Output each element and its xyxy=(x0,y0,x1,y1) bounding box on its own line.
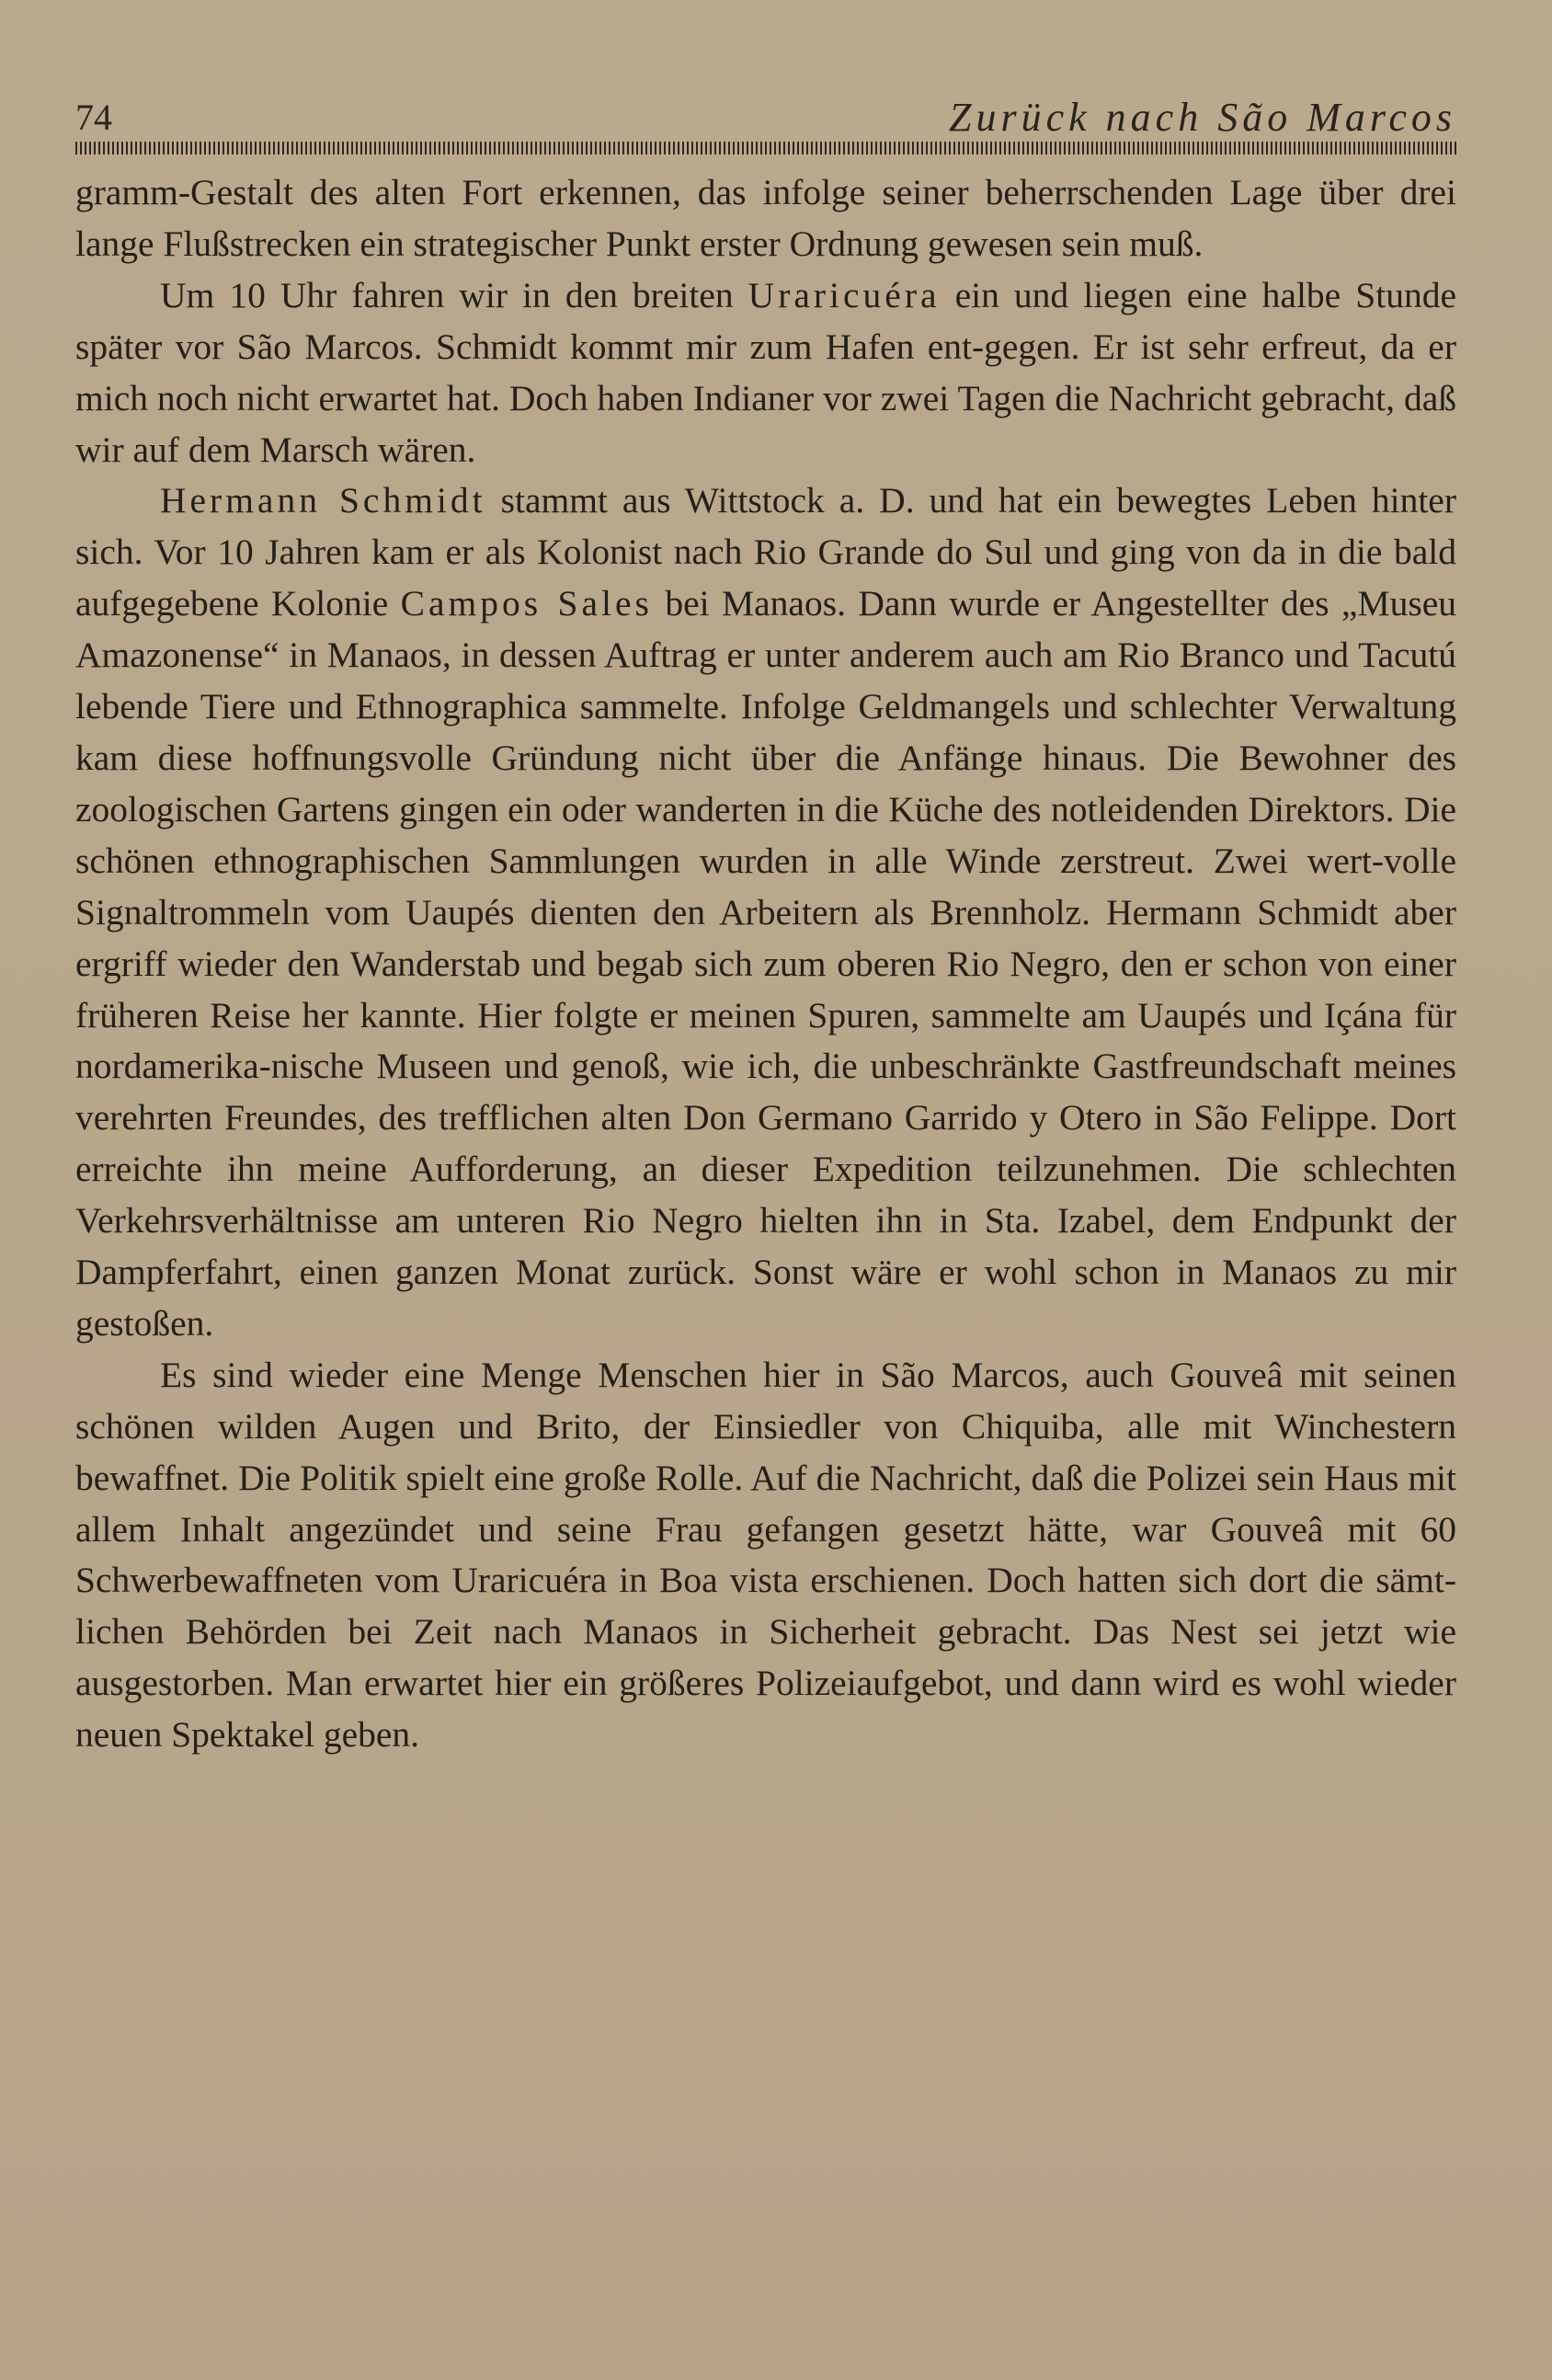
text-run: Es sind wieder eine Menge Menschen hier in São Marcos, auch Gouveâ mit seinen schönen wilden Augen und Brito, der Einsiedler von Chiquiba, alle mit Winchestern bewaffnet. Die Politik spielt eine große Rolle. Auf die Nachricht, daß die Polizei sein Haus mit allem Inhalt angezündet und seine Frau gefangen gesetzt hätte, war Gouveâ mit 60 Schwerbewaffneten vom Uraricuéra in Boa vista erschienen. Doch hatten sich dort die sämt-lichen Behörden bei Zeit nach Manaos in Sicherheit gebracht. Das Nest sei jetzt wie ausgestorben. Man erwartet hier ein größeres Polizeiaufgebot, und dann wird es wohl wieder neuen Spektakel geben. xyxy=(75,1354,1456,1756)
spaced-name: Hermann Schmidt xyxy=(160,480,486,521)
paragraph xyxy=(75,270,1456,476)
header-rule xyxy=(75,142,1456,154)
text-run: bei Manaos. Dann wurde er Angestellter des „Museu Amazonense“ in Manaos, in dessen Auftrag er unter anderem auch am Rio Branco und Tacutú lebende Tiere und Ethnographica sammelte. Infolge Geldmangels und schlechter Verwaltung kam diese hoffnungsvolle Gründung nicht über die Anfänge hinaus. Die Bewohner des zoologischen Gartens gingen ein oder wanderten in die Küche des notleidenden Direktors. Die schönen ethnographischen Sammlungen wurden in alle Winde zerstreut. Zwei wert-volle Signaltrommeln vom Uaupés dienten den Arbeitern als Brennholz. Hermann Schmidt aber ergriff wieder den Wanderstab und begab sich zum oberen Rio Negro, den er schon von einer früheren Reise her kannte. Hier folgte er meinen Spuren, sammelte am Uaupés und Içána für nordamerika-nische Museen und genoß, wie ich, die unbeschränkte Gastfreundschaft meines verehrten Freundes, des trefflichen alten Don Germano Garrido y Otero in São Felippe. Dort erreichte ihn meine Aufforderung, an dieser Expedition teilzunehmen. Die schlechten Verkehrsverhältnisse am unteren Rio Negro hielten ihn in Sta. Izabel, dem Endpunkt der Dampferfahrt, einen ganzen Monat zurück. Sonst wäre er wohl schon in Manaos zu mir gestoßen. xyxy=(75,583,1456,1344)
page-header xyxy=(75,90,1456,145)
paragraph xyxy=(75,475,1456,1349)
text-run: ein und liegen eine halbe Stunde später vor São Marcos. Schmidt kommt mir zum Hafen ent-gegen. Er ist sehr erfreut, da er mich noch nicht erwartet hat. Doch haben Indianer vor zwei Tagen die Nachricht gebracht, daß wir auf dem Marsch wären. xyxy=(75,274,1456,470)
paragraph xyxy=(75,167,1456,270)
page-number: 74 xyxy=(75,97,112,138)
running-title: Zurück nach São Marcos xyxy=(949,95,1456,140)
spaced-name: Campos Sales xyxy=(400,583,653,624)
paragraph xyxy=(75,1350,1456,1761)
text-run: gramm-Gestalt des alten Fort erkennen, das infolge seiner beherrschenden Lage über drei lange Flußstrecken ein strategischer Punkt erster Ordnung gewesen sein muß. xyxy=(75,172,1456,264)
body-text xyxy=(75,167,1456,1761)
text-run: Um 10 Uhr fahren wir in den breiten xyxy=(160,274,748,315)
text-run: stammt aus Wittstock a. D. und hat ein bewegtes Leben hinter sich. Vor 10 Jahren kam er als Kolonist nach Rio Grande do Sul und ging von da in die bald aufgegebene Kolonie xyxy=(75,480,1456,624)
spaced-name: Uraricuéra xyxy=(747,274,941,315)
